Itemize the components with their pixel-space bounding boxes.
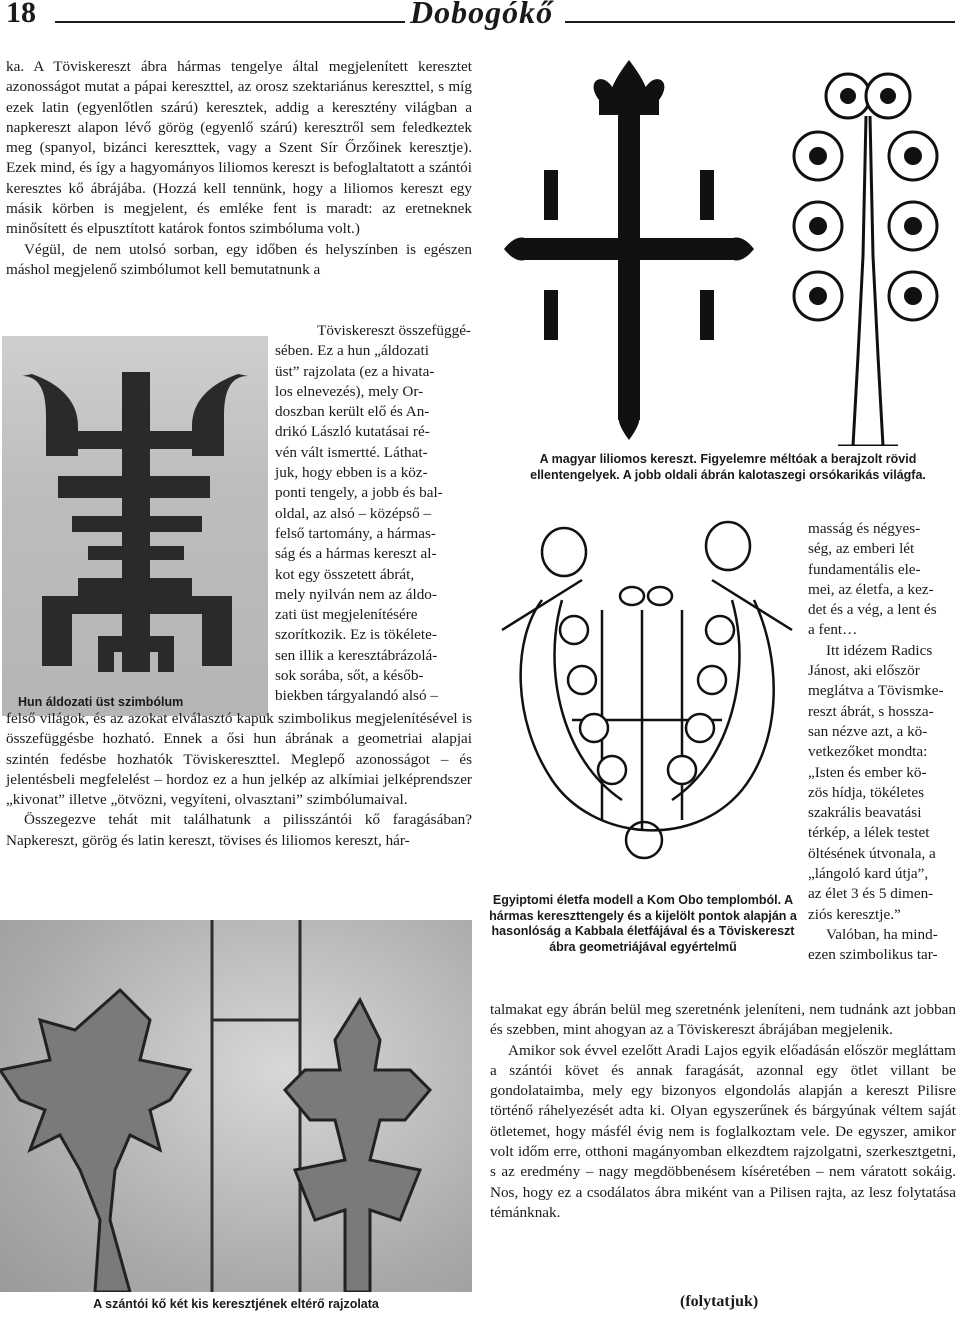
text-line: meglátva a Tövismke-	[808, 682, 944, 700]
text-line: mei, az életfa, a kez-	[808, 580, 934, 598]
text-line: sében. Ez a hun „áldozati	[275, 342, 429, 360]
text-line: Jánost, aki először	[808, 662, 920, 680]
hun-symbol-image	[2, 336, 268, 716]
world-tree-icon	[778, 56, 954, 446]
text-line: san nézve azt, a kö-	[808, 722, 928, 740]
left-column-wrap	[275, 321, 471, 707]
caption-stone: A szántói kő két kis keresztjének eltérő rajzolata	[93, 1297, 379, 1311]
text-line: reszt ábrát, s hossza-	[808, 702, 934, 720]
text-line: vetkezőket mondta:	[808, 743, 928, 761]
caption-hun-symbol: Hun áldozati üst szimbólum	[18, 695, 184, 709]
text-line: öltésének útvonala, a	[808, 844, 936, 862]
text-line: masság és négyes-	[808, 520, 921, 537]
text-line: felső tartomány, a hármas-	[275, 524, 436, 542]
text-line: szorítkozik. Ez is tökélete-	[275, 626, 437, 644]
hun-cauldron-symbol-icon	[2, 336, 268, 716]
lily-cross-icon	[504, 60, 754, 440]
text-line: oldal, az alsó – középső –	[275, 504, 432, 522]
paragraph: Amikor sok évvel ezelőtt Aradi Lajos egyik előadásán először megláttam a szántói követ és annak faragását, azonnal egy ötlet villant be gondolataimba, mely egy bizonyos elgondolás alapján a kereszt Pilisre történő ráhelyezését adta ki. Olyan egyszerűnek és bárgyúnak véltem saját ötletemet, hogy másfél évig nem is foglalkoztam vele. De egyszer, amikor volt időm erre, otthoni magányomban elkezdtem rajzolgatni, szerkesztgetni, s az eredmény – nagy megdöbbenésem kíséretében – nem váratott sokáig. Nos, hogy ez a csodálatos ábra miként van a Pilisen rajta, az lesz folytatása témánknak.	[490, 1041, 956, 1221]
left-column-top	[6, 57, 472, 280]
paragraph: ka. A Töviskereszt ábra hármas tengelye által megjelenített keresztet azonosságot mutat a pápai kereszttel, az orosz szektariánus kereszttel, s míg ezek latin (egyenlőtlen szárú) keresztek, addig a keresztény világban a napkereszt alapon lévő görög (egyenlő szárú) keresztről sem feledkeztek meg (spanyol, bizánci kereszttek, vagy a Szent Sír Őrzőinek keresztje). Ezek mind, és így a hagyományos liliomos kereszt is befoglaltatott a szántói keresztes kő ábrájába. (Hozzá kell tennünk, hogy a liliomos kereszt egy másik körben is megjelent, és emléke fent is maradt: az eretneknek minősített és elpusztított katárok fontos szimbóluma volt.)	[6, 58, 472, 238]
header-rule-left	[55, 21, 405, 23]
text-line: los elnevezés), mely Or-	[275, 382, 424, 400]
text-line: kot egy összetett ábrát,	[275, 565, 415, 583]
paragraph: Összegezve tehát mit találhatunk a pilisszántói kő faragásában? Napkereszt, görög és latin kereszt, tövises és liliomos kereszt, hár-	[6, 811, 472, 849]
magazine-title: Dobogókő	[410, 0, 554, 30]
text-line: juk, hogy ebben is a köz-	[275, 464, 428, 482]
paragraph: Végül, de nem utolsó sorban, egy időben és helyszínben is egészen máshol megjelenő szimbólumot kell bemutatnunk a	[6, 240, 472, 278]
egyptian-tree-image	[492, 520, 798, 882]
text-line: ponti tengely, a jobb és bal-	[275, 484, 443, 502]
text-line: ziós keresztje.”	[808, 905, 901, 923]
egyptian-life-tree-icon	[492, 520, 798, 882]
paragraph: talmakat egy ábrán belül meg szeretnénk jeleníteni, nem tudnánk azt jobban és szebben, mint ahogyan az a Töviskereszt ábrájában megjelenik.	[490, 1001, 956, 1039]
text-line: drikó László kutatásai ré-	[275, 423, 430, 441]
left-column-bottom	[6, 709, 472, 851]
stone-crosses-icon	[0, 920, 472, 1292]
text-line: fundamentális ele-	[808, 560, 921, 578]
text-line: sok sorába, sőt, a későb-	[275, 667, 424, 685]
text-line: mely nyilván nem az áldo-	[275, 585, 437, 603]
text-line: üst” rajzolata (ez a hivata-	[275, 362, 435, 380]
text-line: „lángoló kard útja”,	[808, 865, 929, 883]
text-line: biekben tárgyalandó alsó –	[275, 687, 438, 705]
text-line: ezen szimbolikus tar-	[808, 946, 938, 964]
text-line: det és a vég, a lent és	[808, 601, 937, 619]
caption-lily-cross: A magyar liliomos kereszt. Figyelemre méltóak a berajzolt rövid ellentengelyek. A jobb oldali ábrán kalotaszegi orsókarikás világfa.	[530, 452, 926, 482]
text-line: térkép, a lélek testet	[808, 824, 930, 842]
lily-cross-image	[504, 60, 754, 440]
right-column-body	[490, 1000, 956, 1223]
text-line: ság és a hármas kereszt al-	[275, 545, 437, 563]
right-column-wrap	[808, 519, 956, 966]
text-line: Itt idézem Radics	[826, 641, 933, 659]
text-line: doszban került elő és An-	[275, 403, 430, 421]
text-line: zati üst megjelenítésére	[275, 606, 418, 624]
text-line: zös hídja, tökéletes	[808, 783, 924, 801]
text-line: szakrális beavatási	[808, 804, 922, 822]
text-line: az élet 3 és 5 dimen-	[808, 885, 934, 903]
caption-egypt: Egyiptomi életfa modell a Kom Obo templomból. A hármas kereszttengely és a kijelölt pontok alapján a hasonlóság a Kabbala életfájával és a Töviskereszt ábra geometriájával egyértelmű	[489, 893, 797, 954]
text-line: Töviskereszt összefüggé-	[317, 322, 471, 339]
continued-label: (folytatjuk)	[680, 1293, 759, 1310]
kalotaszeg-tree-image	[778, 56, 954, 446]
stone-carving-photo	[0, 920, 472, 1292]
page-number: 18	[6, 0, 36, 29]
text-line: „Isten és ember kö-	[808, 763, 927, 781]
text-line: ség, az emberi lét	[808, 540, 915, 558]
text-line: Valóban, ha mind-	[826, 925, 938, 943]
text-line: vén vált ismertté. Láthat-	[275, 443, 428, 461]
text-line: sen illik a keresztábrázolá-	[275, 646, 438, 664]
paragraph: felső világok, és az azokat elválasztó kapuk szimbolikus megjelenítésével is összefüggésbe hozható. Ennek a ősi hun ábrának a geometriai alapjai szintén fedésbe hozhatók Töviskereszttel. Meglepő azonosságot – és jelentésbeli megfelelést – hordoz ez a hun jelkép az alkímiai jelképrendszer „kivonat” illetve „ötvözni, vegyíteni, olvasztani” szimbólumaival.	[6, 710, 472, 809]
header-rule-right	[565, 21, 955, 23]
text-line: a fent…	[808, 621, 858, 639]
